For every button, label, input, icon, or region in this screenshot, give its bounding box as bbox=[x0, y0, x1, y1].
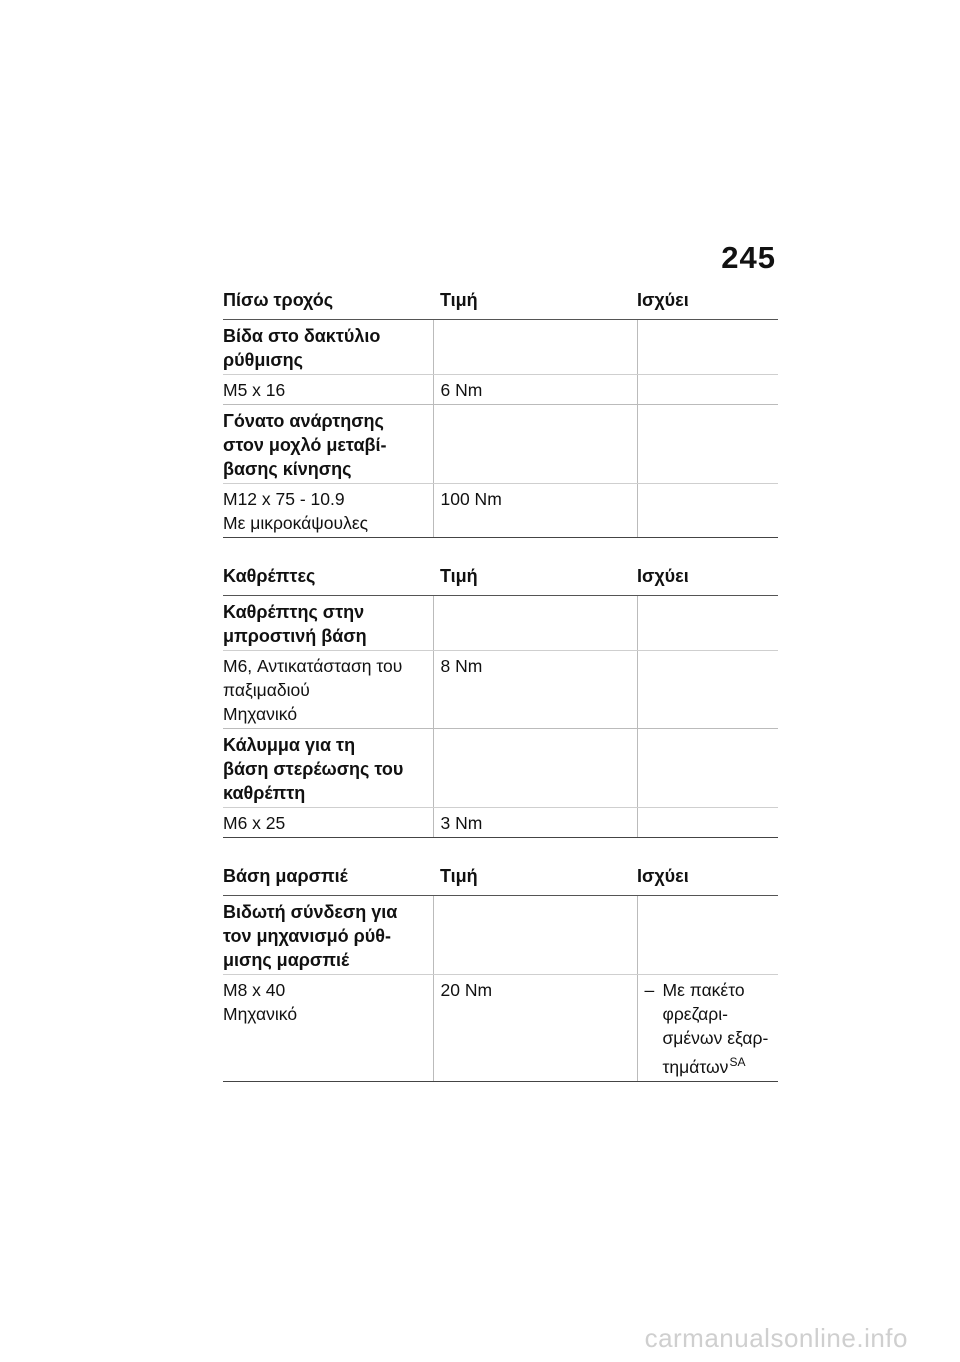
empty-cell bbox=[433, 896, 637, 975]
header-item: Καθρέπτες bbox=[223, 560, 433, 596]
empty-cell bbox=[637, 405, 778, 484]
component-name: Καθρέπτης στην μπροστινή βάση bbox=[223, 596, 433, 651]
spec-cell: M5 x 16 bbox=[223, 375, 433, 405]
table-row-group bbox=[223, 596, 778, 651]
table-header bbox=[223, 860, 778, 896]
torque-value: 8 Nm bbox=[433, 651, 637, 729]
torque-table-footrest-mount bbox=[223, 860, 778, 1082]
header-applies: Ισχύει bbox=[637, 860, 778, 896]
applies-list-item: – Με πακέτο φρεζαρι- σμένων εξαρ- τημάτων$^{SA}$ bbox=[644, 980, 769, 1077]
applies-cell bbox=[637, 651, 778, 729]
header-value: Τιμή bbox=[433, 560, 637, 596]
header-item: Βάση μαρσπιέ bbox=[223, 860, 433, 896]
table-row bbox=[223, 975, 778, 1082]
header-applies: Ισχύει bbox=[637, 560, 778, 596]
applies-cell bbox=[637, 975, 778, 1082]
list-dash: – bbox=[644, 980, 655, 1000]
header-value: Τιμή bbox=[433, 860, 637, 896]
empty-cell bbox=[433, 596, 637, 651]
table-header bbox=[223, 560, 778, 596]
applies-cell bbox=[637, 375, 778, 405]
empty-cell bbox=[637, 596, 778, 651]
header-item: Πίσω τροχός bbox=[223, 284, 433, 320]
applies-cell bbox=[637, 808, 778, 838]
empty-cell bbox=[433, 320, 637, 375]
spec-cell: M6, Αντικατάσταση του παξιμαδιού Μηχανικό bbox=[223, 651, 433, 729]
component-name: Κάλυμμα για τη βάση στερέωσης του καθρέπτη bbox=[223, 729, 433, 808]
component-name: Βιδωτή σύνδεση για τον μηχανισμό ρύθ- μισης μαρσπιέ bbox=[223, 896, 433, 975]
torque-tables bbox=[223, 284, 778, 1104]
empty-cell bbox=[433, 405, 637, 484]
table-row-group bbox=[223, 896, 778, 975]
table-row bbox=[223, 808, 778, 838]
torque-table-rear-wheel bbox=[223, 284, 778, 538]
table-row bbox=[223, 375, 778, 405]
torque-value: 6 Nm bbox=[433, 375, 637, 405]
component-name: Βίδα στο δακτύλιο ρύθμισης bbox=[223, 320, 433, 375]
torque-value: 3 Nm bbox=[433, 808, 637, 838]
torque-value: 20 Nm bbox=[433, 975, 637, 1082]
table-row-group bbox=[223, 320, 778, 375]
header-applies: Ισχύει bbox=[637, 284, 778, 320]
sa-note: SA bbox=[729, 1055, 746, 1069]
spec-cell: M12 x 75 - 10.9 Με μικροκάψουλες bbox=[223, 484, 433, 538]
table-header bbox=[223, 284, 778, 320]
watermark: carmanualsonline.info bbox=[644, 1323, 908, 1353]
table-row-group bbox=[223, 729, 778, 808]
torque-value: 100 Nm bbox=[433, 484, 637, 538]
table-row bbox=[223, 651, 778, 729]
table-row-group bbox=[223, 405, 778, 484]
empty-cell bbox=[433, 729, 637, 808]
header-value: Τιμή bbox=[433, 284, 637, 320]
component-name: Γόνατο ανάρτησης στον μοχλό μεταβί- βασης κίνησης bbox=[223, 405, 433, 484]
empty-cell bbox=[637, 896, 778, 975]
empty-cell bbox=[637, 320, 778, 375]
page-number: 245 bbox=[721, 240, 776, 275]
empty-cell bbox=[637, 729, 778, 808]
spec-cell: M8 x 40 Μηχανικό bbox=[223, 975, 433, 1082]
table-row bbox=[223, 484, 778, 538]
spec-cell: M6 x 25 bbox=[223, 808, 433, 838]
torque-table-mirrors bbox=[223, 560, 778, 838]
applies-cell bbox=[637, 484, 778, 538]
